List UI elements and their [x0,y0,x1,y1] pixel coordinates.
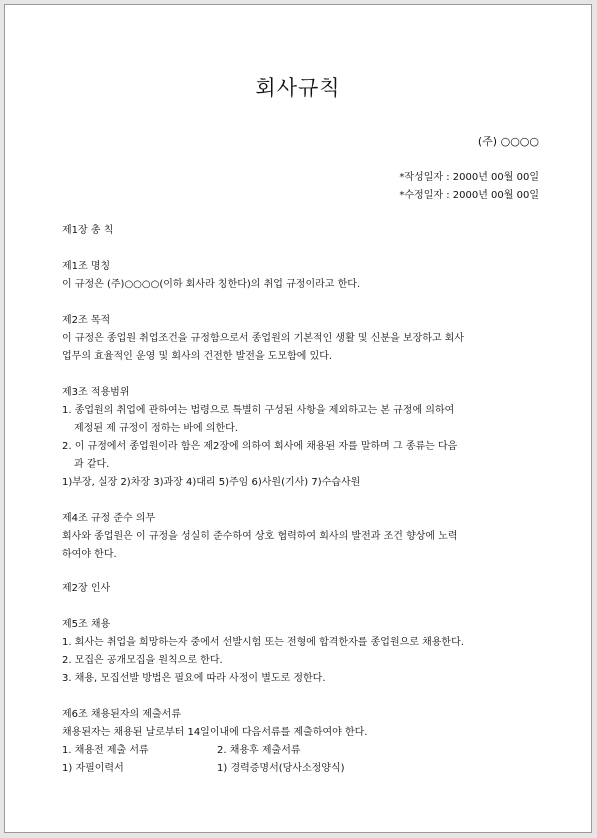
article-3-item-2-line-2: 과 같다. [74,459,110,470]
article-6-col2-item-1: 1) 경력증명서(당사소정양식) [217,763,345,774]
chapter-1-heading: 제1장 총 칙 [62,225,114,236]
article-3-item-1-line-2: 제정된 제 규정이 정하는 바에 의한다. [74,423,238,434]
revised-date: *수정일자 : 2000년 00월 00일 [399,190,539,201]
article-5-item-1: 1. 회사는 취업을 희망하는자 중에서 선발시험 또는 전형에 합격한자를 종업원으로 채용한다. [62,637,464,648]
document-title: 회사규칙 [255,76,341,100]
created-date: *작성일자 : 2000년 00월 00일 [399,172,539,183]
article-4-title: 제4조 규정 준수 의무 [62,513,156,524]
article-6-body: 채용된자는 채용된 날로부터 14일이내에 다음서류를 제출하여야 한다. [62,727,368,738]
article-6-title: 제6조 채용된자의 제출서류 [62,709,181,720]
article-2-title: 제2조 목적 [62,315,111,326]
article-1-title: 제1조 명칭 [62,261,111,272]
article-4-line-2: 하여야 한다. [62,549,117,560]
article-2-line-1: 이 규정은 종업원 취업조건을 규정함으로서 종업원의 기본적인 생활 및 신분을 보장하고 회사 [62,333,465,344]
article-2-line-2: 업무의 효율적인 운영 및 회사의 건전한 발전을 도모함에 있다. [62,351,333,362]
article-6-col1-heading: 1. 채용전 제출 서류 [62,745,149,756]
article-3-title: 제3조 적용범위 [62,387,130,398]
article-3-item-2-line-1: 2. 이 규정에서 종업원이라 함은 제2장에 의하여 회사에 채용된 자를 말하며 그 종류는 다음 [62,441,458,452]
chapter-2-heading: 제2장 인사 [62,583,111,594]
article-5-title: 제5조 채용 [62,619,111,630]
article-4-line-1: 회사와 종업원은 이 규정을 성실히 준수하여 상호 협력하여 회사의 발전과 조건 향상에 노력 [62,531,458,542]
article-6-col2-heading: 2. 채용후 제출서류 [217,745,301,756]
article-3-rank-list: 1)부장, 실장 2)차장 3)과장 4)대리 5)주임 6)사원(기사) 7)수습사원 [62,477,361,488]
article-5-item-2: 2. 모집은 공개모집을 원칙으로 한다. [62,655,223,666]
article-1-body: 이 규정은 (주)○○○○(이하 회사라 칭한다)의 취업 규정이라고 한다. [62,279,361,290]
article-5-item-3: 3. 채용, 모집선발 방법은 필요에 따라 사정이 별도로 정한다. [62,673,326,684]
article-3-item-1-line-1: 1. 종업원의 취업에 관하여는 법령으로 특별히 구성된 사항을 제외하고는 본 규정에 의하여 [62,405,455,416]
article-6-col1-item-1: 1) 자필이력서 [62,763,124,774]
document-page [4,4,592,833]
company-name: (주) ○○○○ [477,135,539,148]
